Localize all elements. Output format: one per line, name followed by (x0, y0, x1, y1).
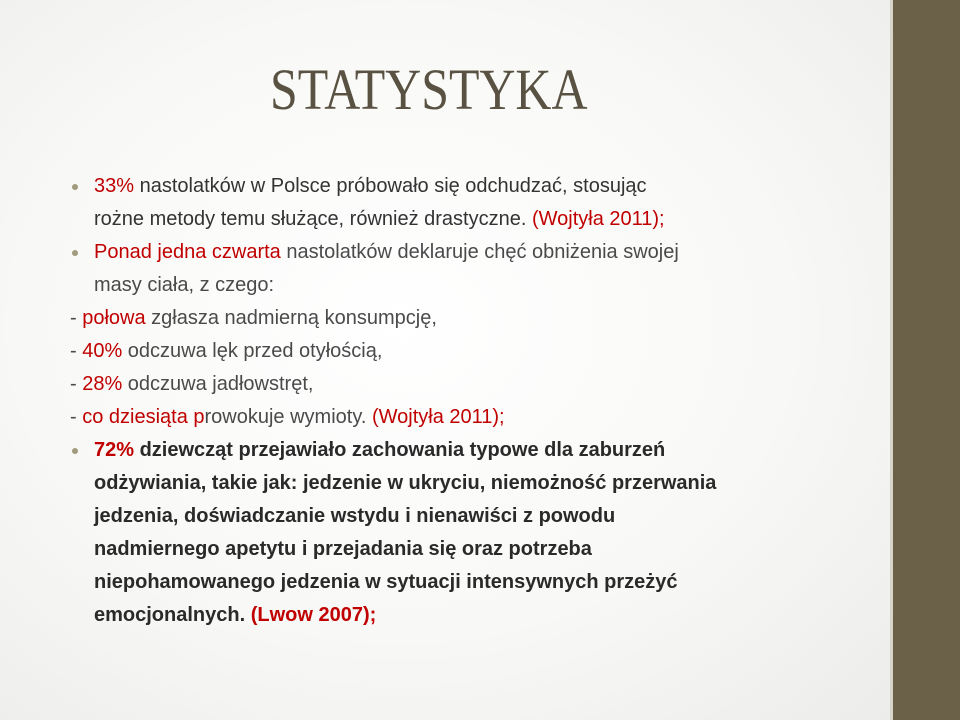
sub-item-3 (70, 368, 870, 401)
sub-item-dash: - (70, 340, 83, 362)
bullet-3-line-5: niepohamowanego jedzenia w sytuacji intensywnych przeżyć (94, 571, 678, 593)
bullet-3-line-4: nadmiernego apetytu i przejadania się oraz potrzeba (94, 538, 592, 560)
bullet-item-1 (70, 170, 870, 236)
sub-item-2 (70, 335, 870, 368)
bullet-3-percent: 72% (94, 439, 135, 461)
sub-item-4-text: rowokuje wymioty. (204, 406, 372, 428)
bullet-3-line-3: jedzenia, doświadczanie wstydu i nienawiści z powodu (94, 505, 616, 527)
sub-item-dash: - (70, 307, 83, 329)
bullet-item-3 (70, 434, 870, 632)
sub-item-2-highlight: 40% (82, 340, 123, 362)
bullet-1-citation: (Wojtyła 2011); (531, 208, 665, 230)
bullet-dot-icon (72, 448, 78, 454)
bullet-3-line-2: odżywiania, takie jak: jedzenie w ukryciu, niemożność przerwania (94, 472, 717, 494)
sub-item-1-text: zgłasza nadmierną konsumpcję, (145, 307, 437, 329)
bullet-2-text-a: nastolatków deklaruje chęć obniżenia swojej (280, 241, 679, 263)
slide-content (70, 170, 870, 632)
sub-item-dash: - (70, 406, 83, 428)
bullet-2-highlight: Ponad jedna czwarta (94, 241, 281, 263)
sub-item-4-highlight: co dziesiąta p (82, 406, 205, 428)
sub-item-4 (70, 401, 870, 434)
bullet-3-line-6: emocjonalnych. (94, 604, 251, 626)
bullet-1-percent: 33% (94, 175, 135, 197)
bullet-dot-icon (72, 184, 78, 190)
slide-title: STATYSTYKA (270, 57, 588, 122)
bullet-dot-icon (72, 250, 78, 256)
side-bar (893, 0, 960, 720)
bullet-item-2 (70, 236, 870, 302)
sub-item-1-highlight: połowa (82, 307, 146, 329)
sub-item-3-highlight: 28% (82, 373, 123, 395)
bullet-1-text-a: nastolatków w Polsce próbowało się odchudzać, stosując (134, 175, 647, 197)
bullet-3-citation: (Lwow 2007); (250, 604, 377, 626)
bullet-1-text-b: rożne metody temu służące, również drastyczne. (94, 208, 532, 230)
sub-item-1 (70, 302, 870, 335)
sub-item-2-text: odczuwa lęk przed otyłością, (122, 340, 383, 362)
sub-item-dash: - (70, 373, 83, 395)
bullet-3-line-1: dziewcząt przejawiało zachowania typowe dla zaburzeń (134, 439, 666, 461)
bullet-2-text-b: masy ciała, z czego: (94, 274, 275, 296)
sub-item-3-text: odczuwa jadłowstręt, (122, 373, 314, 395)
sub-item-4-citation: (Wojtyła 2011); (371, 406, 505, 428)
